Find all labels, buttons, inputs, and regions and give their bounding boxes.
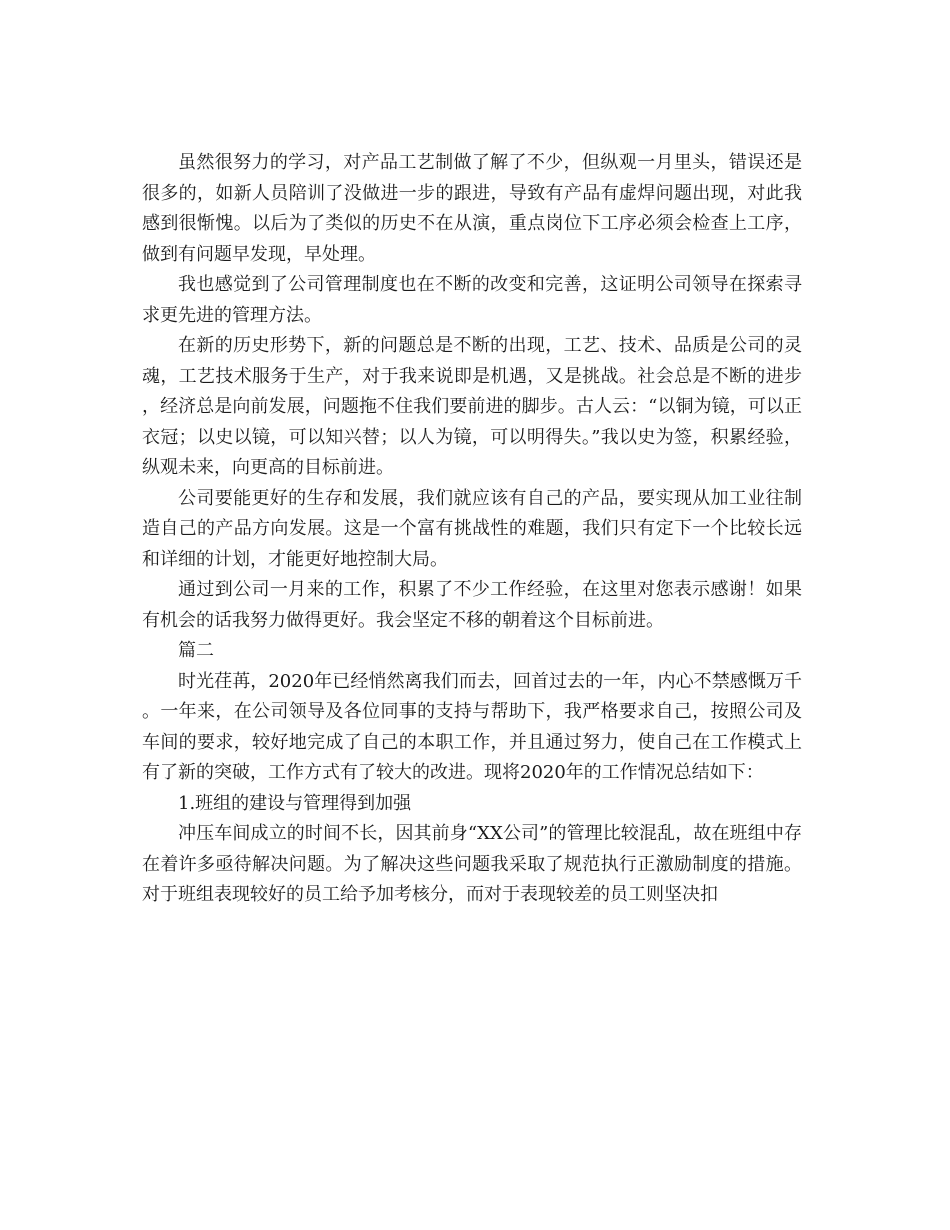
paragraph-7: 冲压车间成立的时间不长，因其前身“XX公司”的管理比较混乱，故在班组中存在着许多亟待解决问题。为了解决这些问题我采取了规范执行正激励制度的措施。对于班组表现较好的员工给予加考核分，而对于表现较差的员工则坚决扣 [142, 823, 802, 905]
document-page [142, 148, 802, 911]
paragraph-1: 虽然很努力的学习，对产品工艺制做了解了不少，但纵观一月里头，错误还是很多的，如新人员陪训了没做进一步的跟进，导致有产品有虚焊问题出现，对此我感到很惭愧。以后为了类似的历史不在从演，重点岗位下工序必须会检查上工序，做到有问题早发现，早处理。 [142, 152, 802, 265]
numbered-heading-1: 1.班组的建设与管理得到加强 [178, 792, 412, 814]
paragraph-5: 通过到公司一月来的工作，积累了不少工作经验，在这里对您表示感谢！如果有机会的话我努力做得更好。我会坚定不移的朝着这个目标前进。 [142, 579, 802, 631]
paragraph-4: 公司要能更好的生存和发展，我们就应该有自己的产品，要实现从加工业往制造自己的产品方向发展。这是一个富有挑战性的难题，我们只有定下一个比较长远和详细的计划，才能更好地控制大局。 [142, 487, 802, 570]
section-heading-part-two: 篇二 [178, 640, 214, 661]
paragraph-6: 时光荏苒，2020年已经悄然离我们而去，回首过去的一年，内心不禁感慨万千。一年来，在公司领导及各位同事的支持与帮助下，我严格要求自己，按照公司及车间的要求，较好地完成了自己的本职工作，并且通过努力，使自己在工作模式上有了新的突破，工作方式有了较大的改进。现将2020年的工作情况总结如下： [142, 670, 802, 783]
paragraph-2: 我也感觉到了公司管理制度也在不断的改变和完善，这证明公司领导在探索寻求更先进的管理方法。 [142, 274, 802, 326]
paragraph-3: 在新的历史形势下，新的问题总是不断的出现，工艺、技术、品质是公司的灵魂，工艺技术服务于生产，对于我来说即是机遇，又是挑战。社会总是不断的进步，经济总是向前发展，问题拖不住我们要前进的脚步。古人云：“以铜为镜，可以正衣冠；以史以镜，可以知兴替；以人为镜，可以明得失。”我以史为签，积累经验，纵观未来，向更高的目标前进。 [142, 335, 802, 478]
